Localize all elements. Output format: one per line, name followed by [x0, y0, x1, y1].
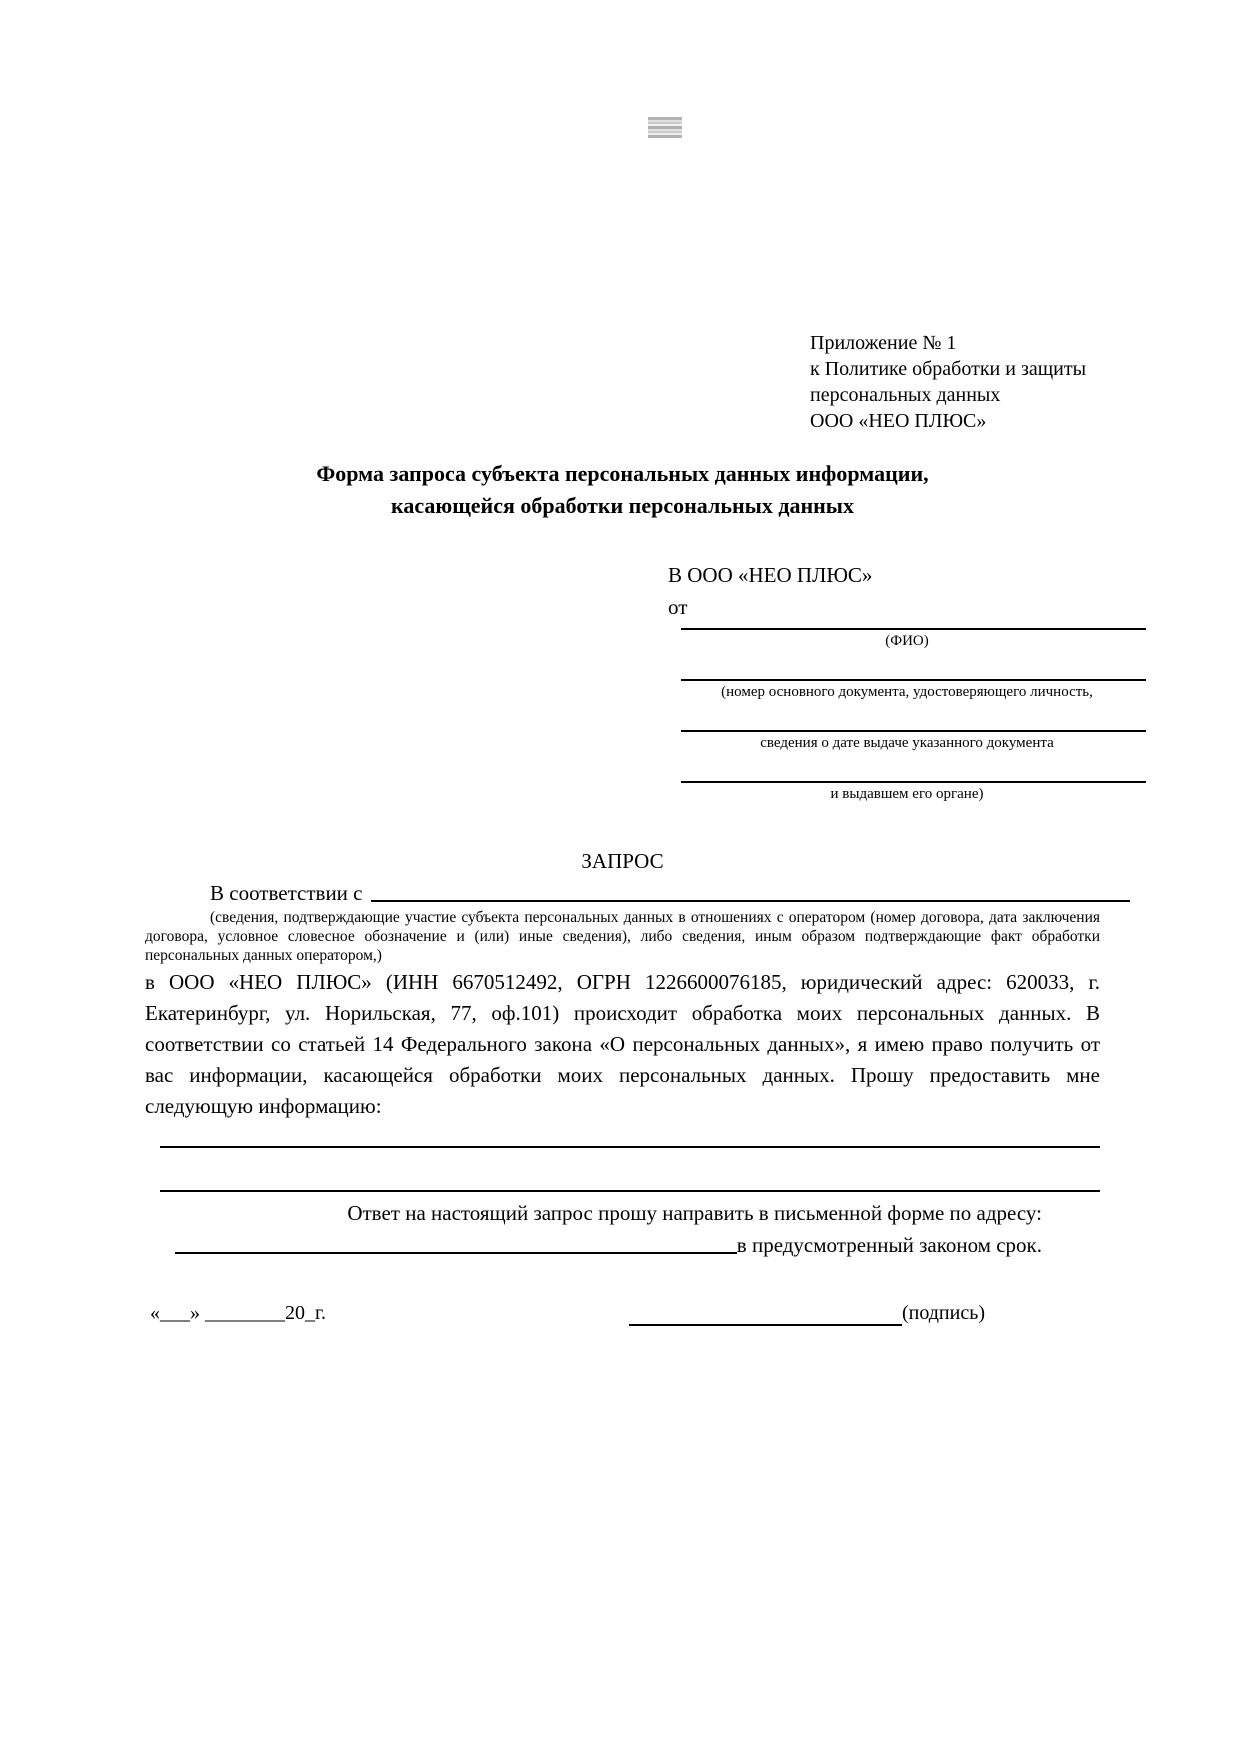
request-body: в ООО «НЕО ПЛЮС» (ИНН 6670512492, ОГРН 1226600076185, юридический адрес: 620033, г. Екатеринбург, ул. Норильская, 77, оф.101) происходит обработка моих персональных данных. В соответствии со статьей 14 Федерального закона «О персональных данных», я имею право получить от вас информации, касающейся обработки моих персональных данных. Прошу предоставить мне следующую информацию: — [145, 970, 1100, 1118]
answer-address-line — [145, 1232, 1100, 1258]
fio-field — [668, 628, 1146, 651]
basis-line — [145, 880, 1100, 906]
annex-line: персональных данных — [810, 384, 1001, 406]
addressee-block — [668, 562, 1146, 804]
annex-line: ООО «НЕО ПЛЮС» — [810, 410, 987, 432]
signature-fill-line — [629, 1304, 902, 1326]
document-number-fill-line — [681, 679, 1146, 681]
document-number-field-label: (номер основного документа, удостоверяющего личность, — [721, 684, 1093, 700]
requested-info-fill-line-2 — [160, 1190, 1100, 1192]
document-title-line: Форма запроса субъекта персональных данных информации, — [316, 461, 929, 486]
request-heading: ЗАПРОС — [581, 849, 664, 873]
blurred-logo-icon — [648, 117, 682, 138]
annex-block — [810, 330, 1100, 434]
date-template: «___» ________20_г. — [150, 1302, 326, 1324]
requested-info-fill-line-1 — [160, 1146, 1100, 1148]
issuing-authority-field — [668, 781, 1146, 804]
signature-group — [629, 1300, 985, 1326]
issue-date-field — [668, 730, 1146, 753]
answer-instruction: Ответ на настоящий запрос прошу направить в письменной форме по адресу: — [347, 1201, 1042, 1225]
basis-prefix: В соответствии с — [210, 881, 363, 905]
document-number-field — [668, 679, 1146, 702]
basis-fill-line — [371, 880, 1131, 902]
document-title-line: касающейся обработки персональных данных — [391, 493, 854, 518]
issuing-authority-fill-line — [681, 781, 1146, 783]
document-title — [145, 458, 1100, 522]
answer-suffix: в предусмотренный законом срок. — [736, 1233, 1042, 1257]
issuing-authority-field-label: и выдавшем его органе) — [830, 786, 984, 802]
issue-date-fill-line — [681, 730, 1146, 732]
fio-field-label: (ФИО) — [885, 633, 929, 649]
signature-label: (подпись) — [901, 1302, 985, 1324]
address-fill-line — [175, 1232, 737, 1254]
addressee-company: В ООО «НЕО ПЛЮС» — [668, 563, 873, 587]
signature-row — [145, 1300, 1100, 1326]
fio-fill-line — [681, 628, 1146, 630]
issue-date-field-label: сведения о дате выдаче указанного документа — [760, 735, 1054, 751]
basis-clarification: (сведения, подтверждающие участие субъекта персональных данных в отношениях с оператором (номер договора, дата заключения договора, условное словесное обозначение и (или) иные сведения), либо сведения, иным образом подтверждающие факт обработки персональных данных оператором,) — [145, 909, 1100, 964]
addressee-from-label: от — [668, 595, 688, 619]
annex-line: к Политике обработки и защиты — [810, 358, 1087, 380]
annex-line: Приложение № 1 — [810, 332, 957, 354]
